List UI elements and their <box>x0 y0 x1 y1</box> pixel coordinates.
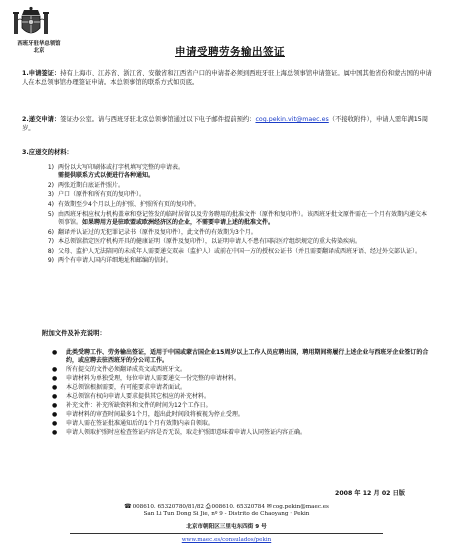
extra-section-title: 附加文件及补充说明： <box>42 329 106 337</box>
note-text: 本总领馆有权向申请人要求提供其它相应的补充材料。 <box>66 393 211 401</box>
page-title: 申请受聘劳务输出签证 <box>175 46 285 58</box>
section-apply-location <box>22 70 437 87</box>
list-item <box>32 211 432 228</box>
list-item-number: 9) <box>47 257 54 265</box>
notes-list <box>52 349 434 438</box>
list-item <box>52 375 434 383</box>
bullet-icon: ● <box>52 375 58 383</box>
note-text: 所有提交的文件必须翻译成英文或西班牙文。 <box>66 366 187 374</box>
bullet-icon: ● <box>52 402 58 410</box>
list-item-number: 8) <box>47 247 54 255</box>
list-item-text: 有效期至少4个月以上的护照、护照所有页的复印件。 <box>58 201 200 209</box>
list-item <box>32 238 432 246</box>
list-item-text: 翻译并认证过的无犯罪记录书（原件及复印件），此文件的有效期为3个月。 <box>58 228 257 236</box>
list-item-number: 7) <box>47 238 54 246</box>
list-item-text: 两个有申请人国内详细地址和邮编的信封。 <box>58 257 173 265</box>
list-item <box>32 191 432 199</box>
list-item-number: 6) <box>47 228 54 236</box>
bullet-icon: ● <box>52 411 58 419</box>
bullet-icon: ● <box>52 384 58 392</box>
list-item-bold-text: 如果聘用方是驻欧盟或欧洲经济区的企业，不需要申请上述的批准文件。 <box>82 218 275 226</box>
footer-fax: 008610. 65320784 <box>211 504 265 510</box>
bullet-icon: ● <box>52 429 58 437</box>
document-version-date: 2008 年 12 月 02 日版 <box>335 490 405 497</box>
list-item <box>52 393 434 401</box>
note-text: 申请人领取护照时应检查签证内容是否无误，取走护照即意味着申请人认同签证内容正确。 <box>66 429 307 437</box>
list-item <box>32 257 432 265</box>
bullet-icon: ● <box>52 349 58 356</box>
list-item-text: 两张近期白底证件照片。 <box>58 181 125 189</box>
footer-address-latin: San Li Tun Dong Si Jie, nº 9 - Distrito de Chaoyang · Pekin <box>143 511 310 517</box>
section-submit-application <box>22 116 437 133</box>
consulate-name <box>4 41 74 55</box>
list-item-text: 户口（原件和所有页的复印件）。 <box>58 191 146 199</box>
note-text: 申请人需在签证批准通知后的1个月有效期内亲自领取。 <box>66 420 214 428</box>
footer-divider <box>70 533 383 534</box>
section-2-label: 2.递交申请： <box>22 116 61 123</box>
bullet-icon: ● <box>52 366 58 374</box>
section-1-text: 持有上海市、江苏省、浙江省、安徽省和江西省户口的申请者必须到西班牙驻上海总领事馆申请签证。属中国其他省份和蒙古国的申请人在本总领事馆办理签证申请。本总领事馆的联系方式如页底。 <box>22 70 432 86</box>
list-item <box>52 366 434 374</box>
footer-website-link[interactable]: www.maec.es/consulados/pekin <box>181 537 272 543</box>
section-3-label: 3.应递交的材料： <box>22 149 73 156</box>
footer-email-link[interactable]: cog.pekin@maec.es <box>272 504 329 510</box>
consulate-line-1: 西班牙驻华总领馆 <box>17 41 61 47</box>
list-item <box>52 420 434 428</box>
consulate-line-2: 北京 <box>33 48 45 54</box>
note-bold-text: 此类受聘工作、劳务输出签证，适用于中国或蒙古国企业15周岁以上工作人员应聘出国，聘用期间将履行上述企业与西班牙企业签订的合约，或应聘去驻西班牙的分公司工作。 <box>66 349 429 365</box>
list-item-text: 由西班牙相应权力机构盖章和登记签发的临时居留以及劳务聘用的批准文件（原件和复印件）。该西班牙批文原件需在一个月有效期内递交本领事馆。 <box>58 210 428 226</box>
list-item <box>52 411 434 419</box>
footer-phones: 008610. 65320780/81/82 <box>132 504 204 510</box>
phone-icon: ☎ <box>124 503 132 510</box>
list-item-number: 4) <box>47 201 54 209</box>
list-item <box>52 349 434 366</box>
appointment-email-link[interactable]: cog.pekin.vit@maec.es <box>255 116 329 123</box>
list-item-text: 本总领馆指定医疗机构开具的健康证明（原件及复印件），以证明申请人不患有国际医疗组织规定的重大传染疾病。 <box>58 238 362 246</box>
section-1-label: 1.申请签证： <box>22 70 61 77</box>
list-item-text: 两份以大写印刷体或打字机填写完整的申请表。 <box>58 164 185 171</box>
note-text: 补充文件：补充所缺资料和文件的时间为12个工作日。 <box>66 402 212 410</box>
list-item <box>32 248 432 256</box>
note-text: 本总领馆根据需要，有可能要求申请者面试。 <box>66 384 187 392</box>
section-2-text-after: （不接收附件），申请人需年满15周岁。 <box>22 116 429 132</box>
list-item <box>52 402 434 410</box>
section-2-text-before: 签证办公室。请与西班牙驻北京总领事馆通过以下电子邮件提前预约： <box>60 116 256 123</box>
bullet-icon: ● <box>52 393 58 401</box>
list-item-number: 3) <box>47 191 54 199</box>
fax-icon: ⎙ <box>205 503 211 510</box>
list-item <box>32 164 432 181</box>
list-item <box>32 201 432 209</box>
list-item-number: 2) <box>47 181 54 189</box>
list-item <box>52 429 434 437</box>
list-item-number: 1) <box>47 164 54 171</box>
list-item-bold-text: 需提供联系方式以便进行各种通知。 <box>58 172 155 180</box>
mail-icon: ✉ <box>266 503 272 510</box>
list-item-number: 5) <box>47 210 54 218</box>
list-item <box>52 384 434 392</box>
list-item-text: 父母、监护人无法陪同的未成年人需要递交双亲（监护人）或前在中国一方的授权公证书（并且需要翻译成西班牙语、经过外交部认证）。 <box>58 247 422 255</box>
bullet-icon: ● <box>52 420 58 428</box>
list-item <box>32 229 432 237</box>
requirements-list <box>32 164 432 267</box>
list-item <box>32 182 432 190</box>
note-text: 申请材料为单独受理，每位申请人需要递交一份完整的申请材料。 <box>66 375 241 383</box>
footer-address-chinese: 北京市朝阳区三里屯东四街 9 号 <box>186 524 267 530</box>
spanish-coat-of-arms-icon <box>12 6 50 40</box>
note-text: 申请材料的审查时间最多1个月，超出此时间段将被视为停止受理。 <box>66 411 244 419</box>
section-required-documents <box>22 149 437 158</box>
